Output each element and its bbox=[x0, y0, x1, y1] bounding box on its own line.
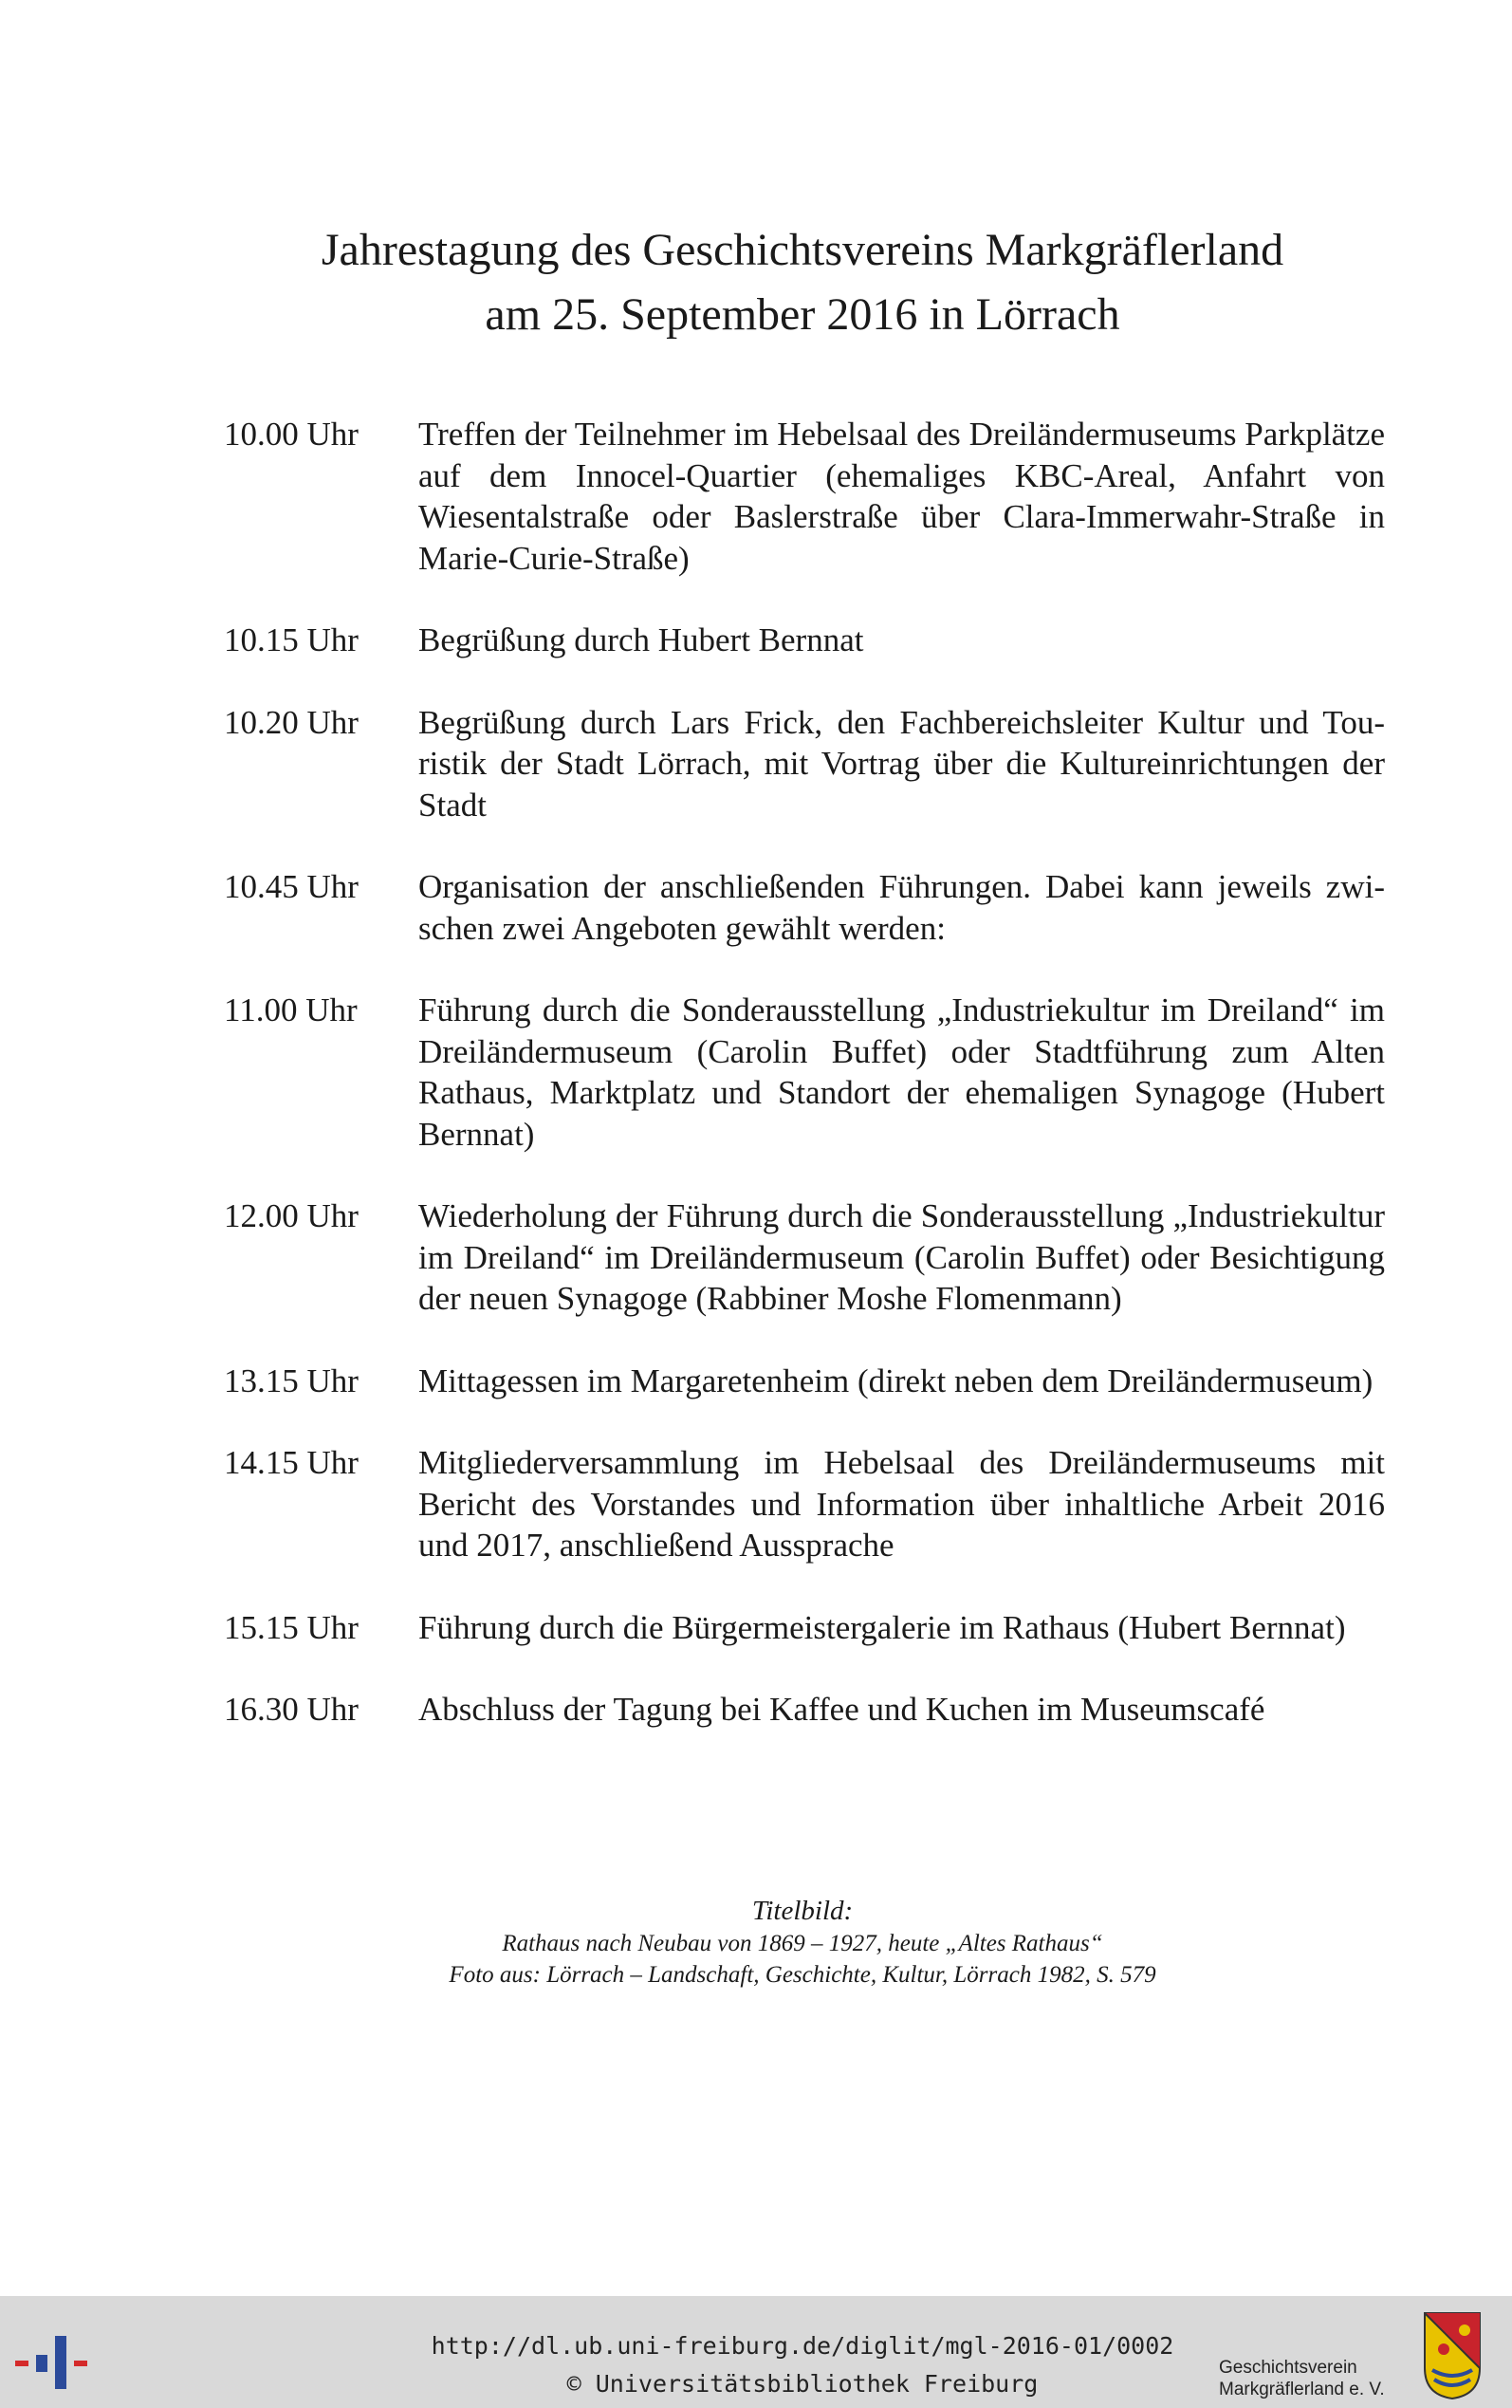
schedule-row bbox=[224, 1689, 1385, 1731]
schedule-time: 13.15 Uhr bbox=[224, 1361, 359, 1399]
schedule-list bbox=[224, 414, 1385, 1771]
schedule-row bbox=[224, 620, 1385, 661]
schedule-row bbox=[224, 990, 1385, 1155]
society-name-line-2: Markgräflerland e. V. bbox=[1219, 2380, 1385, 2399]
schedule-row bbox=[224, 1195, 1385, 1320]
copyright-notice: © Universitätsbibliothek Freiburg bbox=[566, 2370, 1039, 2398]
cover-caption bbox=[0, 1894, 1512, 1991]
title-line-1: Jahrestagung des Geschichtsvereins Markgräflerland bbox=[321, 225, 1284, 275]
schedule-description: Treffen der Teilnehmer im Hebelsaal des Dreiländermuseums Parkplätze auf dem Innocel-Quartier (ehemaliges KBC-Areal, Anfahrt von Wiesentalstraße oder Baslerstraße über Clara-Immerwahr-Straße in Marie-Curie-Straße) bbox=[418, 416, 1385, 577]
schedule-row bbox=[224, 1361, 1385, 1402]
schedule-time: 11.00 Uhr bbox=[224, 991, 358, 1028]
schedule-row bbox=[224, 866, 1385, 949]
schedule-time: 10.20 Uhr bbox=[224, 703, 359, 741]
schedule-row bbox=[224, 414, 1385, 579]
society-name-line-1: Geschichtsverein bbox=[1219, 2358, 1357, 2378]
schedule-description: Wiederholung der Führung durch die Sonderausstellung „Industriekultur im Dreiland“ im Dreiländermuseum (Carolin Buffet) oder Besichtigung der neuen Synagoge (Rabbiner Moshe Flomenmann) bbox=[418, 1197, 1385, 1317]
library-footer bbox=[0, 2296, 1512, 2408]
page-title bbox=[0, 218, 1512, 347]
caption-line-1: Rathaus nach Neubau von 1869 – 1927, heute „Altes Rathaus“ bbox=[502, 1931, 1103, 1956]
caption-line-2: Foto aus: Lörrach – Landschaft, Geschichte, Kultur, Lörrach 1982, S. 579 bbox=[449, 1962, 1156, 1988]
schedule-description: Mittagessen im Margaretenheim (direkt neben dem Dreiländermuseum) bbox=[418, 1361, 1374, 1399]
schedule-time: 16.30 Uhr bbox=[224, 1691, 359, 1728]
schedule-time: 14.15 Uhr bbox=[224, 1444, 359, 1481]
schedule-row bbox=[224, 1442, 1385, 1566]
schedule-description: Abschluss der Tagung bei Kaffee und Kuchen im Museumscafé bbox=[418, 1691, 1265, 1728]
schedule-description: Mitgliederversammlung im Hebelsaal des Dreiländermuseums mit Bericht des Vorstandes und Information über inhaltliche Arbeit 2016 und 2017, anschließend Aussprache bbox=[418, 1444, 1385, 1564]
coat-of-arms-icon bbox=[1423, 2311, 1482, 2400]
schedule-row bbox=[224, 702, 1385, 826]
schedule-description: Begrüßung durch Lars Frick, den Fachbereichsleiter Kultur und Touristik der Stadt Lörrach, mit Vortrag über die Kultureinrichtungen der Stadt bbox=[418, 703, 1385, 824]
title-line-2: am 25. September 2016 in Lörrach bbox=[485, 289, 1120, 340]
schedule-row bbox=[224, 1607, 1385, 1649]
schedule-description: Begrüßung durch Hubert Bernnat bbox=[418, 621, 864, 658]
schedule-description: Führung durch die Sonderausstellung „Industriekultur im Dreiland“ im Dreiländermuseum (Carolin Buffet) oder Stadtführung zum Alten Rathaus, Marktplatz und Standort der ehemaligen Synagoge (Hubert Bernnat) bbox=[418, 991, 1385, 1153]
schedule-description: Führung durch die Bürgermeistergalerie im Rathaus (Hubert Bernnat) bbox=[418, 1608, 1346, 1646]
schedule-time: 12.00 Uhr bbox=[224, 1197, 359, 1234]
caption-label: Titelbild: bbox=[751, 1896, 854, 1926]
schedule-time: 10.15 Uhr bbox=[224, 621, 359, 658]
society-name bbox=[1219, 2357, 1409, 2400]
schedule-time: 15.15 Uhr bbox=[224, 1608, 359, 1646]
schedule-time: 10.45 Uhr bbox=[224, 868, 359, 905]
schedule-description: Organisation der anschließenden Führungen. Dabei kann jeweils zwischen zwei Angeboten gewählt werden: bbox=[418, 868, 1385, 947]
schedule-time: 10.00 Uhr bbox=[224, 416, 359, 453]
document-url[interactable]: http://dl.ub.uni-freiburg.de/diglit/mgl-2016-01/0002 bbox=[431, 2332, 1174, 2360]
